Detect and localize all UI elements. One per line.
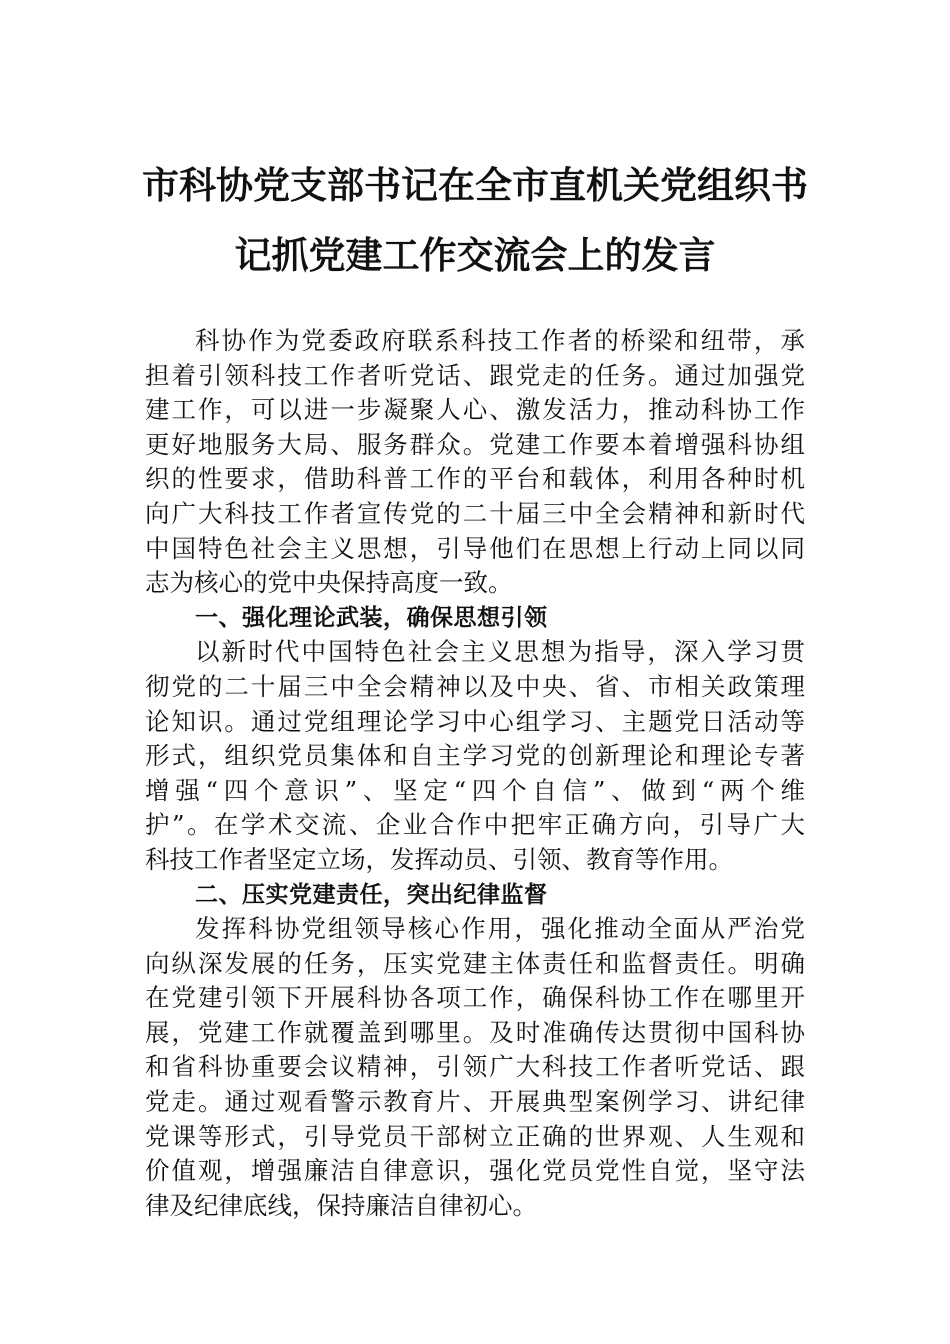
text-line: 中国特色社会主义思想，引导他们在思想上行动上同以同	[145, 533, 805, 563]
text-line: 向广大科技工作者宣传党的二十届三中全会精神和新时代	[145, 498, 805, 528]
document-title	[100, 150, 850, 290]
document-body	[145, 324, 805, 1223]
text-line: 担着引领科技工作者听党话、跟党走的任务。通过加强党	[145, 360, 805, 390]
text-line: 彻党的二十届三中全会精神以及中央、省、市相关政策理	[145, 671, 805, 701]
text-line: 志为核心的党中央保持高度一致。	[145, 568, 513, 598]
text-line: 和省科协重要会议精神，引领广大科技工作者听党话、跟	[145, 1052, 805, 1082]
text-line: 增强“四个意识”、坚定“四个自信”、做到“两个维	[145, 775, 805, 805]
text-line: 党课等形式，引导党员干部树立正确的世界观、人生观和	[145, 1121, 805, 1151]
text-line: 向纵深发展的任务，压实党建主体责任和监督责任。明确	[145, 948, 805, 978]
text-line: 更好地服务大局、服务群众。党建工作要本着增强科协组	[145, 429, 805, 459]
section-1-heading: 一、强化理论武装，确保思想引领	[195, 604, 548, 631]
intro-paragraph	[145, 324, 805, 601]
title-line-2: 记抓党建工作交流会上的发言	[234, 233, 716, 277]
text-line: 护”。在学术交流、企业合作中把牢正确方向，引导广大	[145, 810, 805, 840]
text-line: 科技工作者坚定立场，发挥动员、引领、教育等作用。	[145, 844, 733, 874]
text-line: 在党建引领下开展科协各项工作，确保科协工作在哪里开	[145, 983, 805, 1013]
text-line: 建工作，可以进一步凝聚人心、激发活力，推动科协工作	[145, 395, 805, 425]
text-line: 展，党建工作就覆盖到哪里。及时准确传达贯彻中国科协	[145, 1017, 805, 1047]
section-2-paragraph	[145, 912, 805, 1223]
section-1-paragraph	[145, 635, 805, 877]
text-line: 价值观，增强廉洁自律意识，强化党员党性自觉，坚守法	[145, 1156, 805, 1186]
section-2-heading: 二、压实党建责任，突出纪律监督	[195, 881, 548, 908]
text-line: 科协作为党委政府联系科技工作者的桥梁和纽带，承	[195, 326, 805, 355]
text-line: 织的性要求，借助科普工作的平台和载体，利用各种时机	[145, 464, 805, 494]
text-line: 发挥科协党组领导核心作用，强化推动全面从严治党	[195, 914, 805, 944]
title-line-1: 市科协党支部书记在全市直机关党组织书	[142, 163, 808, 207]
text-line: 论知识。通过党组理论学习中心组学习、主题党日活动等	[145, 706, 805, 736]
text-line: 形式，组织党员集体和自主学习党的创新理论和理论专著	[145, 741, 805, 771]
text-line: 党走。通过观看警示教育片、开展典型案例学习、讲纪律	[145, 1087, 805, 1117]
text-line: 律及纪律底线，保持廉洁自律初心。	[145, 1190, 537, 1220]
text-line: 以新时代中国特色社会主义思想为指导，深入学习贯	[195, 637, 805, 667]
